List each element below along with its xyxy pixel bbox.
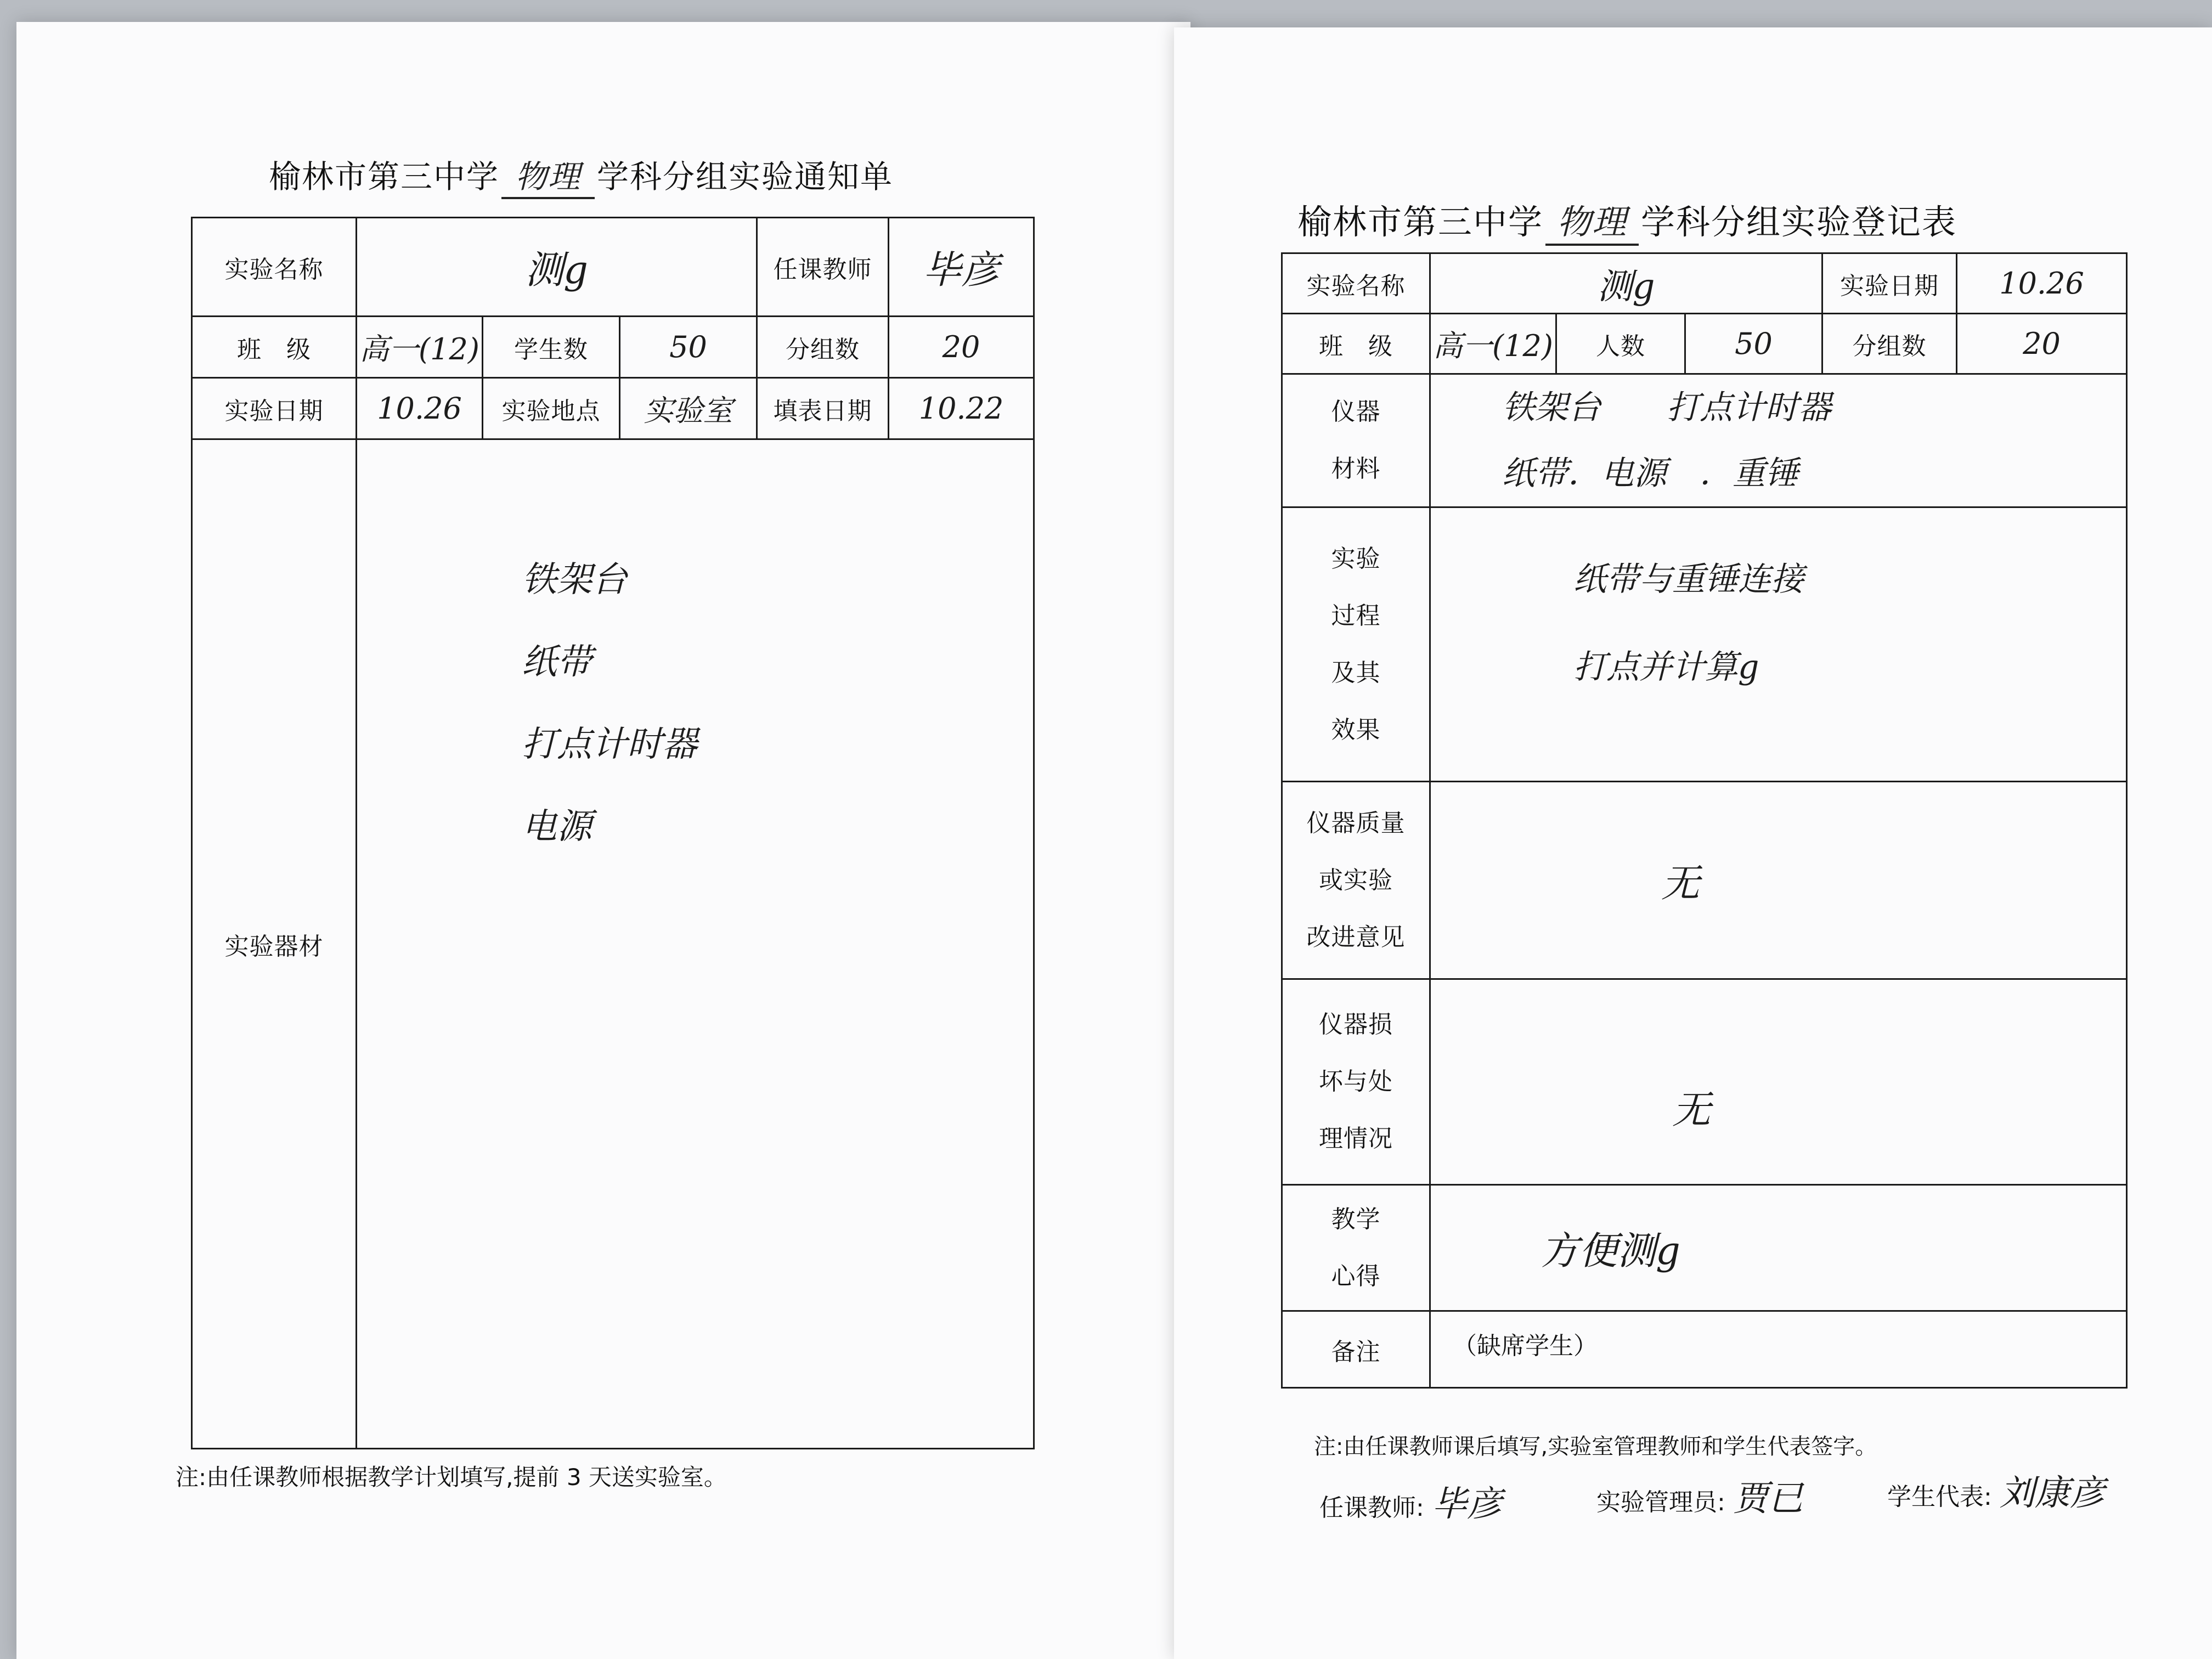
notice-title-suffix: 学科分组实验通知单: [597, 158, 894, 195]
reg-label-people: 人数: [1556, 314, 1685, 374]
label-class: 班 级: [192, 317, 357, 378]
signature-admin-name: 贾已: [1733, 1479, 1803, 1519]
reg-value-reflection: 方便测g: [1430, 1185, 2127, 1311]
notice-title-prefix: 榆林市第三中学: [269, 158, 500, 195]
reg-value-exp-date: 10.26: [1957, 253, 2127, 314]
value-place: 实验室: [620, 378, 757, 439]
equipment-list: [357, 439, 1034, 1449]
value-fill-date: 10.22: [889, 378, 1034, 439]
instruments-line: 铁架台 打点计时器: [1502, 388, 1831, 427]
signature-teacher-label: 任课教师:: [1319, 1494, 1424, 1522]
signature-student-label: 学生代表:: [1887, 1483, 1992, 1511]
label-equipment: 实验器材: [192, 439, 357, 1449]
reg-value-instruments: [1430, 374, 2127, 507]
reg-value-quality: 无: [1430, 782, 2127, 979]
label-exp-date: 实验日期: [192, 378, 357, 439]
reg-label-damage: 仪器损 坏与处 理情况: [1282, 979, 1430, 1185]
label-exp-name: 实验名称: [192, 218, 357, 317]
equipment-item: 纸带: [522, 642, 592, 682]
label-groups: 分组数: [757, 317, 889, 378]
reg-label-process: 实验 过程 及其 效果: [1282, 507, 1430, 782]
signature-student: [1887, 1465, 2105, 1515]
signature-teacher: [1319, 1476, 1502, 1526]
reg-label-exp-name: 实验名称: [1282, 253, 1430, 314]
notice-title: [269, 151, 893, 199]
reg-value-exp-name: 测g: [1430, 253, 1822, 314]
reg-value-class: 高一(12): [1430, 314, 1556, 374]
equipment-item: 打点计时器: [522, 724, 697, 765]
value-teacher: 毕彦: [889, 218, 1034, 317]
label-fill-date: 填表日期: [757, 378, 889, 439]
notice-title-subject: 物理: [501, 151, 595, 199]
notice-sheet: [16, 22, 1190, 1659]
label-place: 实验地点: [483, 378, 620, 439]
label-students: 学生数: [483, 317, 620, 378]
notice-footnote: 注:由任课教师根据教学计划填写,提前 3 天送实验室。: [176, 1464, 727, 1491]
reg-label-exp-date: 实验日期: [1822, 253, 1957, 314]
register-title-subject: 物理: [1545, 195, 1639, 246]
register-table: [1281, 252, 2128, 1389]
register-title-suffix: 学科分组实验登记表: [1641, 202, 1957, 242]
reg-label-remarks: 备注: [1282, 1311, 1430, 1388]
value-class: 高一(12): [357, 317, 483, 378]
register-title: [1297, 195, 1957, 246]
label-teacher: 任课教师: [757, 218, 889, 317]
instruments-line: 纸带．电源 ．重锤: [1502, 454, 1798, 493]
reg-label-quality: 仪器质量 或实验 改进意见: [1282, 782, 1430, 979]
process-line: 纸带与重锤连接: [1573, 560, 1804, 599]
value-exp-date: 10.26: [357, 378, 483, 439]
reg-value-damage: 无: [1430, 979, 2127, 1185]
reg-value-remarks: （缺席学生）: [1430, 1311, 2127, 1388]
register-sheet: [1174, 27, 2212, 1659]
signature-admin: [1596, 1470, 1803, 1521]
value-exp-name: 测g: [357, 218, 757, 317]
signature-admin-label: 实验管理员:: [1596, 1488, 1725, 1516]
equipment-item: 电源: [522, 806, 592, 847]
reg-label-groups: 分组数: [1822, 314, 1957, 374]
notice-table: [191, 217, 1035, 1449]
value-students: 50: [620, 317, 757, 378]
equipment-item: 铁架台: [522, 560, 627, 600]
reg-label-class: 班 级: [1282, 314, 1430, 374]
signature-teacher-name: 毕彦: [1431, 1484, 1502, 1525]
reg-value-people: 50: [1685, 314, 1822, 374]
value-groups: 20: [889, 317, 1034, 378]
signature-student-name: 刘康彦: [1999, 1473, 2105, 1514]
process-line: 打点并计算g: [1573, 648, 1759, 686]
reg-label-reflection: 教学 心得: [1282, 1185, 1430, 1311]
reg-value-process: [1430, 507, 2127, 782]
reg-label-instruments: 仪器 材料: [1282, 374, 1430, 507]
reg-value-groups: 20: [1957, 314, 2127, 374]
register-footnote: 注:由任课教师课后填写,实验室管理教师和学生代表签字。: [1314, 1434, 1877, 1459]
register-title-prefix: 榆林市第三中学: [1297, 202, 1544, 242]
